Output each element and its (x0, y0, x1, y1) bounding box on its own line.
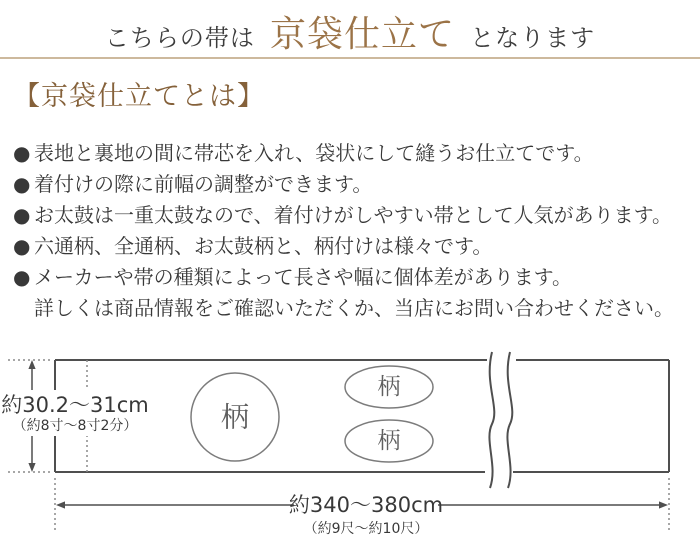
length-sub-label: （約9尺〜約10尺） (303, 521, 429, 537)
obi-dimension-diagram (0, 348, 700, 560)
bullet-text: お太鼓は一重太鼓なので、着付けがしやすい帯として人気があります。 (34, 203, 672, 227)
bullet-text: 表地と裏地の間に帯芯を入れ、袋状にして縫うお仕立てです。 (34, 141, 594, 165)
pattern-ellipse-top-label: 柄 (377, 374, 401, 400)
bullet-dot: ● (13, 234, 31, 258)
bullet-text: メーカーや帯の種類によって長さや幅に個体差があります。 (34, 265, 572, 289)
header-highlight-text: 京袋仕立て (269, 14, 455, 55)
width-sub-label: （約8寸〜8寸2分） (12, 418, 138, 434)
feature-bullet-list (13, 138, 693, 324)
length-label: 約340〜380cm (288, 493, 444, 517)
pattern-ellipse-bottom-label: 柄 (377, 428, 401, 454)
pattern-circle-label: 柄 (220, 400, 250, 434)
header-divider-line (0, 57, 700, 59)
bullet-dot: ● (13, 203, 31, 227)
bullet-text: 着付けの際に前幅の調整ができます。 (34, 172, 373, 196)
header-suffix-text: となります (470, 24, 596, 52)
width-arrowhead-top (28, 360, 35, 369)
bullet-text: 六通柄、全通柄、お太鼓柄と、柄付けは様々です。 (34, 234, 493, 258)
bullet-item (13, 138, 693, 169)
bullet-note-line: 詳しくは商品情報をご確認いただくか、当店にお問い合わせください。 (34, 296, 674, 320)
break-wavy-line-right (507, 352, 512, 488)
bullet-dot: ● (13, 265, 31, 289)
bullet-dot: ● (13, 172, 31, 196)
bullet-item (13, 262, 693, 293)
length-arrowhead-left (56, 501, 65, 508)
bullet-item (13, 200, 693, 231)
length-arrowhead-right (659, 501, 668, 508)
section-title: 【京袋仕立てとは】 (13, 81, 265, 112)
bullet-item (13, 169, 693, 200)
width-label: 約30.2〜31cm (1, 393, 149, 417)
header-prefix-text: こちらの帯は (104, 24, 255, 52)
bullet-item (13, 231, 693, 262)
break-wavy-line-left (489, 352, 494, 488)
width-arrowhead-bottom (28, 463, 35, 472)
bullet-dot: ● (13, 141, 31, 165)
